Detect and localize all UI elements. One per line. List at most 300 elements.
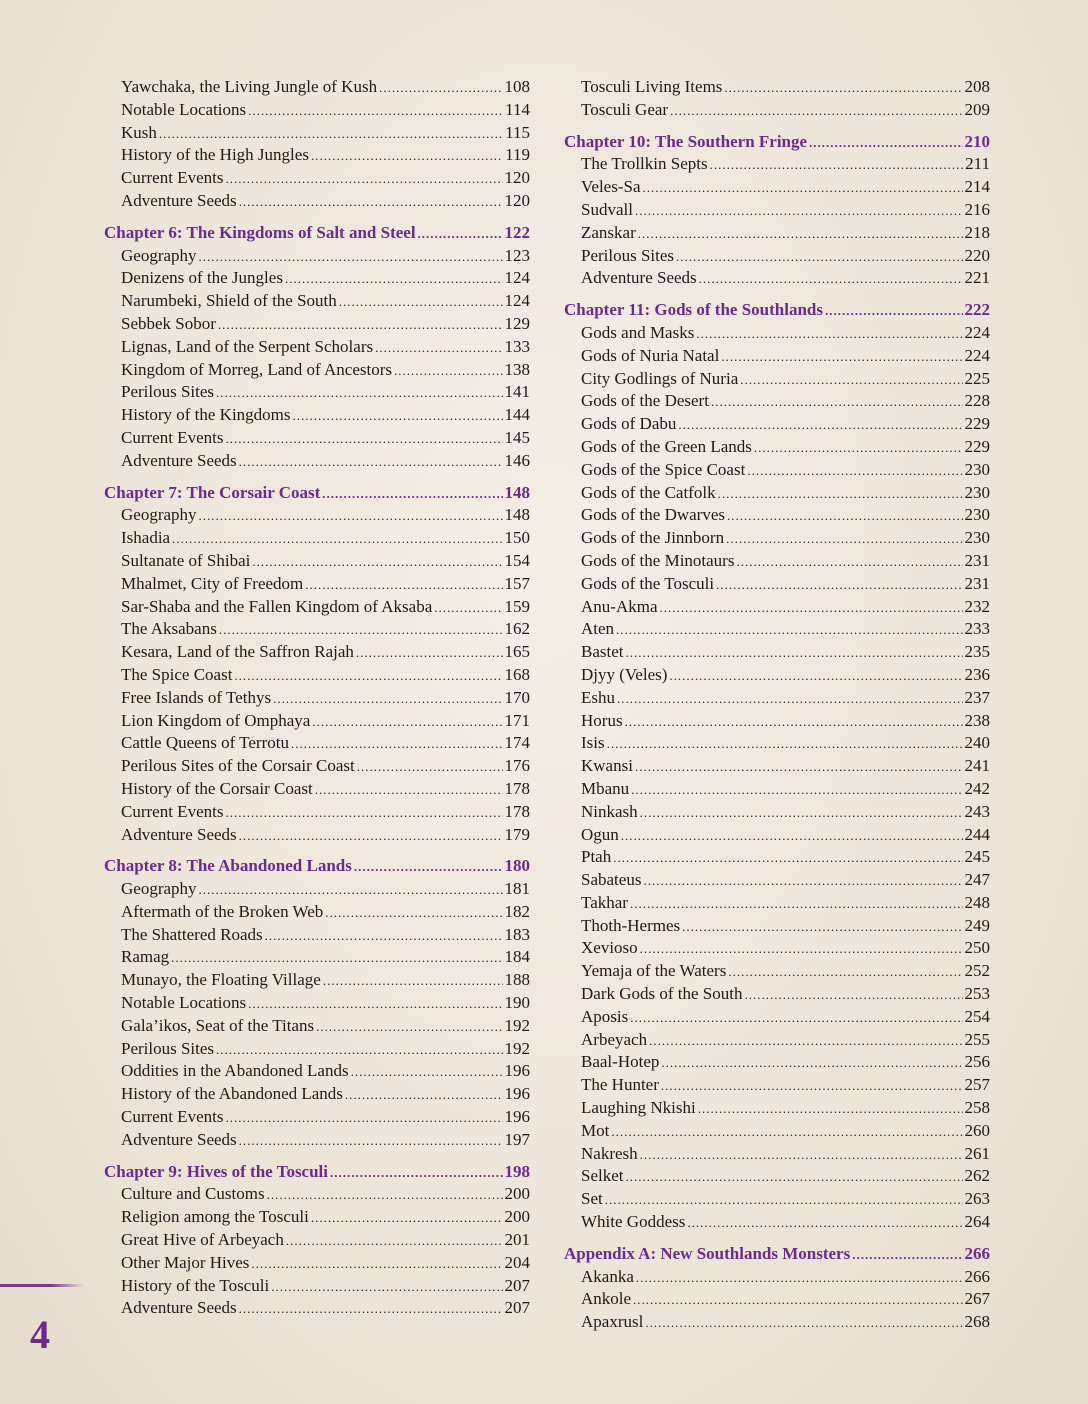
toc-entry[interactable] <box>104 76 530 99</box>
toc-entry[interactable] <box>564 846 990 869</box>
toc-entry[interactable] <box>104 687 530 710</box>
toc-entry[interactable] <box>104 167 530 190</box>
toc-chapter-heading-page: 198 <box>504 1161 530 1181</box>
toc-entry-page: 241 <box>964 756 990 776</box>
toc-entry[interactable] <box>104 99 530 122</box>
toc-entry-page: 146 <box>504 450 530 470</box>
toc-entry-label: Zanskar <box>581 222 636 242</box>
toc-entry[interactable] <box>104 504 530 527</box>
dot-leader <box>621 825 963 848</box>
dot-leader <box>611 1121 962 1144</box>
toc-entry-label: Mbanu <box>581 778 630 798</box>
toc-entry[interactable] <box>104 313 530 336</box>
toc-entry-page: 255 <box>964 1029 990 1049</box>
toc-entry-label: Adventure Seeds <box>121 1129 237 1149</box>
toc-entry-page: 168 <box>504 664 530 684</box>
dot-leader <box>633 1289 962 1312</box>
toc-entry-label: Kwansi <box>581 756 633 776</box>
toc-entry-page: 176 <box>504 756 530 776</box>
toc-entry[interactable] <box>564 504 990 527</box>
toc-entry[interactable] <box>564 732 990 755</box>
toc-entry-label: Current Events <box>121 168 224 188</box>
toc-section <box>104 482 530 847</box>
toc-entry-page: 150 <box>504 528 530 548</box>
toc-entry[interactable] <box>564 413 990 436</box>
toc-entry-page: 196 <box>504 1084 530 1104</box>
dot-leader <box>323 970 503 993</box>
dot-leader <box>273 688 502 711</box>
dot-leader <box>251 1253 502 1276</box>
toc-chapter-heading-page: 222 <box>964 300 990 320</box>
toc-entry[interactable] <box>564 153 990 176</box>
toc-entry[interactable] <box>104 596 530 619</box>
dot-leader <box>642 177 962 200</box>
toc-entry[interactable] <box>564 176 990 199</box>
dot-leader <box>171 947 502 970</box>
toc-entry[interactable] <box>564 1097 990 1120</box>
toc-entry-label: Gods of the Desert <box>581 391 709 411</box>
toc-entry-page: 229 <box>964 436 990 456</box>
toc-entry-page: 174 <box>504 733 530 753</box>
toc-chapter-heading[interactable] <box>104 222 530 245</box>
toc-entry-page: 204 <box>504 1252 530 1272</box>
toc-entry[interactable] <box>564 937 990 960</box>
dot-leader <box>630 893 963 916</box>
dot-leader <box>711 391 963 414</box>
dot-leader <box>225 168 502 191</box>
dot-leader <box>626 642 963 665</box>
toc-chapter-heading-page: 148 <box>504 482 530 502</box>
dot-leader <box>616 619 962 642</box>
toc-entry-page: 230 <box>964 482 990 502</box>
toc-entry[interactable] <box>564 1074 990 1097</box>
toc-entry-page: 124 <box>504 291 530 311</box>
toc-entry[interactable] <box>564 960 990 983</box>
toc-entry[interactable] <box>104 1038 530 1061</box>
toc-entry-page: 197 <box>504 1129 530 1149</box>
dot-leader <box>638 223 963 246</box>
dot-leader <box>625 711 963 734</box>
toc-entry[interactable] <box>104 664 530 687</box>
toc-entry-page: 224 <box>964 322 990 342</box>
toc-entry[interactable] <box>564 664 990 687</box>
toc-entry-page: 129 <box>504 313 530 333</box>
toc-entry[interactable] <box>564 99 990 122</box>
dot-leader <box>659 597 962 620</box>
toc-entry-label: Mot <box>581 1120 610 1140</box>
toc-entry-label: Gods of Dabu <box>581 414 677 434</box>
dot-leader <box>617 688 963 711</box>
toc-entry-page: 179 <box>504 824 530 844</box>
toc-entry[interactable] <box>104 245 530 268</box>
toc-entry[interactable] <box>564 1288 990 1311</box>
toc-entry-label: Adventure Seeds <box>121 190 237 210</box>
toc-entry-page: 145 <box>504 427 530 447</box>
toc-entry[interactable] <box>564 368 990 391</box>
dot-leader <box>316 1016 502 1039</box>
dot-leader <box>724 77 962 100</box>
toc-entry[interactable] <box>564 322 990 345</box>
toc-entry[interactable] <box>564 1051 990 1074</box>
toc-entry[interactable] <box>564 550 990 573</box>
toc-entry[interactable] <box>104 732 530 755</box>
toc-entry[interactable] <box>564 436 990 459</box>
dot-leader <box>225 802 502 825</box>
toc-entry[interactable] <box>104 778 530 801</box>
dot-leader <box>305 574 502 597</box>
toc-entry-label: History of the Tosculi <box>121 1275 270 1295</box>
toc-entry-label: Ramag <box>121 947 170 967</box>
toc-entry-label: Gods of Nuria Natal <box>581 345 720 365</box>
toc-entry[interactable] <box>564 1211 990 1234</box>
toc-entry-page: 138 <box>504 359 530 379</box>
dot-leader <box>613 847 962 870</box>
dot-leader <box>696 323 962 346</box>
toc-entry-page: 114 <box>505 99 530 119</box>
toc-entry-page: 250 <box>964 938 990 958</box>
toc-entry[interactable] <box>564 710 990 733</box>
toc-entry[interactable] <box>104 427 530 450</box>
toc-chapter-heading[interactable] <box>564 1243 990 1266</box>
toc-entry[interactable] <box>104 969 530 992</box>
dot-leader <box>744 984 962 1007</box>
toc-entry-label: Gods of the Dwarves <box>581 505 725 525</box>
dot-leader <box>640 938 963 961</box>
toc-entry-page: 218 <box>964 222 990 242</box>
dot-leader <box>311 145 503 168</box>
toc-entry-label: Kingdom of Morreg, Land of Ancestors <box>121 359 393 379</box>
dot-leader <box>219 619 503 642</box>
toc-entry-label: Sudvall <box>581 199 633 219</box>
toc-entry[interactable] <box>104 527 530 550</box>
toc-entry-page: 258 <box>964 1098 990 1118</box>
dot-leader <box>239 191 503 214</box>
toc-entry-page: 237 <box>964 687 990 707</box>
toc-entry-page: 154 <box>504 550 530 570</box>
toc-entry-label: History of the High Jungles <box>121 145 309 165</box>
dot-leader <box>434 597 502 620</box>
toc-entry-label: Gods of the Catfolk <box>581 482 716 502</box>
toc-entry[interactable] <box>104 824 530 847</box>
toc-chapter-heading[interactable] <box>104 855 530 878</box>
dot-leader <box>311 1207 503 1230</box>
toc-entry-page: 196 <box>504 1061 530 1081</box>
toc-entry-label: Gods and Masks <box>581 322 695 342</box>
toc-entry[interactable] <box>104 122 530 145</box>
toc-entry[interactable] <box>104 450 530 473</box>
toc-entry[interactable] <box>564 1266 990 1289</box>
toc-entry[interactable] <box>104 755 530 778</box>
toc-entry-label: Anu-Akma <box>581 596 658 616</box>
toc-entry-label: Gods of the Jinnborn <box>581 528 725 548</box>
toc-entry[interactable] <box>564 824 990 847</box>
toc-entry[interactable] <box>564 390 990 413</box>
toc-entry-page: 196 <box>504 1107 530 1127</box>
toc-entry[interactable] <box>564 1311 990 1334</box>
toc-entry-label: Kesara, Land of the Saffron Rajah <box>121 642 354 662</box>
toc-entry-page: 221 <box>964 268 990 288</box>
dot-leader <box>239 451 503 474</box>
toc-entry-page: 220 <box>964 245 990 265</box>
toc-entry[interactable] <box>104 710 530 733</box>
toc-entry-page: 120 <box>504 168 530 188</box>
toc-entry-label: Denizens of the Jungles <box>121 268 283 288</box>
dot-leader <box>630 1007 962 1030</box>
toc-entry[interactable] <box>104 1129 530 1152</box>
toc-entry[interactable] <box>564 618 990 641</box>
toc-entry[interactable] <box>104 1229 530 1252</box>
dot-leader <box>225 1107 502 1130</box>
dot-leader <box>631 779 962 802</box>
toc-entry-label: Veles-Sa <box>581 177 641 197</box>
toc-entry[interactable] <box>104 1206 530 1229</box>
toc-entry-label: The Trollkin Septs <box>581 154 708 174</box>
toc-entry[interactable] <box>104 404 530 427</box>
toc-entry-page: 120 <box>504 190 530 210</box>
dot-leader <box>636 1267 963 1290</box>
toc-entry[interactable] <box>104 878 530 901</box>
toc-entry-label: Munayo, the Floating Village <box>121 970 321 990</box>
toc-entry-label: Gods of the Tosculi <box>581 573 715 593</box>
toc-entry-label: Selket <box>581 1166 624 1186</box>
toc-entry[interactable] <box>564 915 990 938</box>
toc-entry[interactable] <box>564 892 990 915</box>
toc-entry[interactable] <box>564 1188 990 1211</box>
toc-entry-label: Adventure Seeds <box>581 268 697 288</box>
toc-entry-page: 141 <box>504 382 530 402</box>
toc-entry-page: 183 <box>504 924 530 944</box>
toc-entry-page: 188 <box>504 970 530 990</box>
toc-entry-label: Ankole <box>581 1289 632 1309</box>
toc-entry[interactable] <box>564 199 990 222</box>
dot-leader <box>356 642 503 665</box>
dot-leader <box>216 382 502 405</box>
toc-entry[interactable] <box>104 801 530 824</box>
toc-entry-label: Baal-Hotep <box>581 1052 660 1072</box>
dot-leader <box>345 1084 503 1107</box>
toc-entry[interactable] <box>104 1106 530 1129</box>
toc-entry[interactable] <box>104 946 530 969</box>
toc-chapter-heading-label: Chapter 9: Hives of the Tosculi <box>104 1161 329 1181</box>
toc-entry[interactable] <box>104 618 530 641</box>
toc-entry[interactable] <box>564 1120 990 1143</box>
toc-entry-page: 264 <box>964 1212 990 1232</box>
toc-entry-label: Lignas, Land of the Serpent Scholars <box>121 336 374 356</box>
toc-entry-page: 233 <box>964 619 990 639</box>
toc-entry[interactable] <box>104 992 530 1015</box>
dot-leader <box>640 802 963 825</box>
toc-entry-page: 170 <box>504 687 530 707</box>
dot-leader <box>375 337 502 360</box>
dot-leader <box>265 925 503 948</box>
toc-entry[interactable] <box>104 336 530 359</box>
dot-leader <box>626 1166 963 1189</box>
toc-entry[interactable] <box>564 983 990 1006</box>
toc-entry-label: Thoth-Hermes <box>581 915 681 935</box>
toc-entry[interactable] <box>564 1006 990 1029</box>
toc-chapter-heading[interactable] <box>564 299 990 322</box>
toc-entry[interactable] <box>564 527 990 550</box>
toc-entry-label: Lion Kingdom of Omphaya <box>121 710 311 730</box>
dot-leader <box>825 300 963 323</box>
toc-entry-page: 214 <box>964 177 990 197</box>
dot-leader <box>710 154 964 177</box>
dot-leader <box>852 1244 962 1267</box>
toc-entry[interactable] <box>564 459 990 482</box>
toc-entry[interactable] <box>564 801 990 824</box>
toc-entry[interactable] <box>104 290 530 313</box>
dot-leader <box>339 291 503 314</box>
toc-entry[interactable] <box>104 1183 530 1206</box>
toc-chapter-heading[interactable] <box>104 482 530 505</box>
toc-section <box>104 76 530 213</box>
toc-entry[interactable] <box>104 924 530 947</box>
toc-entry[interactable] <box>104 573 530 596</box>
toc-entry[interactable] <box>564 267 990 290</box>
toc-entry[interactable] <box>564 222 990 245</box>
toc-entry[interactable] <box>104 359 530 382</box>
toc-entry[interactable] <box>564 1029 990 1052</box>
toc-entry-page: 171 <box>504 710 530 730</box>
toc-chapter-heading-label: Chapter 6: The Kingdoms of Salt and Steel <box>104 222 416 242</box>
toc-entry-page: 192 <box>504 1038 530 1058</box>
toc-section <box>564 76 990 122</box>
toc-entry-label: Tosculi Gear <box>581 99 669 119</box>
dot-leader <box>354 856 503 879</box>
toc-entry-label: Perilous Sites <box>121 382 215 402</box>
toc-entry[interactable] <box>564 687 990 710</box>
toc-entry-page: 192 <box>504 1015 530 1035</box>
toc-chapter-heading-label: Appendix A: New Southlands Monsters <box>564 1243 851 1263</box>
toc-entry-label: Aposis <box>581 1006 629 1026</box>
toc-entry-label: The Shattered Roads <box>121 924 263 944</box>
dot-leader <box>747 460 962 483</box>
toc-entry[interactable] <box>104 550 530 573</box>
dot-leader <box>322 483 502 506</box>
toc-entry[interactable] <box>564 76 990 99</box>
toc-entry[interactable] <box>104 144 530 167</box>
toc-entry[interactable] <box>104 1275 530 1298</box>
toc-section <box>104 855 530 1151</box>
dot-leader <box>199 246 503 269</box>
toc-entry[interactable] <box>564 755 990 778</box>
dot-leader <box>649 1030 962 1053</box>
toc-entry-label: Horus <box>581 710 623 730</box>
dot-leader <box>199 505 503 528</box>
dot-leader <box>418 223 503 246</box>
toc-entry-label: Ishadia <box>121 528 171 548</box>
dot-leader <box>635 756 963 779</box>
toc-entry[interactable] <box>564 869 990 892</box>
toc-chapter-heading-label: Chapter 10: The Southern Fringe <box>564 131 808 151</box>
dot-leader <box>351 1061 503 1084</box>
toc-entry-page: 252 <box>964 961 990 981</box>
toc-entry[interactable] <box>564 345 990 368</box>
toc-entry-label: Ogun <box>581 824 619 844</box>
toc-entry-label: History of the Corsair Coast <box>121 778 313 798</box>
toc-entry[interactable] <box>104 1083 530 1106</box>
toc-entry-label: White Goddess <box>581 1212 686 1232</box>
toc-entry[interactable] <box>104 901 530 924</box>
toc-chapter-heading[interactable] <box>104 1161 530 1184</box>
toc-entry-label: Religion among the Tosculi <box>121 1207 309 1227</box>
dot-leader <box>607 733 963 756</box>
toc-entry-page: 207 <box>504 1298 530 1318</box>
toc-entry[interactable] <box>564 596 990 619</box>
toc-entry-label: Tosculi Living Items <box>581 77 723 96</box>
toc-entry-label: Ptah <box>581 847 612 867</box>
toc-entry-label: Isis <box>581 733 605 753</box>
toc-entry-page: 216 <box>964 199 990 219</box>
toc-entry[interactable] <box>564 1165 990 1188</box>
dot-leader <box>605 1189 963 1212</box>
toc-entry-page: 253 <box>964 984 990 1004</box>
toc-entry[interactable] <box>104 1252 530 1275</box>
toc-left-column <box>104 76 530 1329</box>
toc-entry[interactable] <box>564 641 990 664</box>
toc-entry-page: 165 <box>504 642 530 662</box>
dot-leader <box>635 200 963 223</box>
dot-leader <box>248 100 503 123</box>
dot-leader <box>699 268 963 291</box>
toc-entry-label: Perilous Sites of the Corsair Coast <box>121 756 355 776</box>
toc-entry-page: 208 <box>964 77 990 96</box>
dot-leader <box>687 1212 962 1235</box>
toc-entry-page: 211 <box>965 154 990 174</box>
toc-entry[interactable] <box>104 1015 530 1038</box>
toc-entry-label: Takhar <box>581 892 628 912</box>
toc-entry-label: Sebbek Sobor <box>121 313 216 333</box>
toc-entry-label: Free Islands of Tethys <box>121 687 272 707</box>
toc-entry[interactable] <box>104 641 530 664</box>
page-number: 4 <box>30 1312 50 1357</box>
toc-section <box>564 1243 990 1334</box>
toc-entry-page: 230 <box>964 528 990 548</box>
toc-entry-label: Notable Locations <box>121 99 247 119</box>
toc-entry[interactable] <box>564 1143 990 1166</box>
toc-entry[interactable] <box>564 778 990 801</box>
toc-entry[interactable] <box>104 190 530 213</box>
toc-entry-page: 243 <box>964 801 990 821</box>
toc-entry[interactable] <box>564 482 990 505</box>
toc-entry-page: 230 <box>964 459 990 479</box>
toc-entry[interactable] <box>104 1297 530 1320</box>
dot-leader <box>640 1144 963 1167</box>
toc-entry[interactable] <box>104 381 530 404</box>
toc-entry-page: 262 <box>964 1166 990 1186</box>
toc-entry-label: Kush <box>121 122 157 142</box>
toc-entry-label: Apaxrusl <box>581 1312 644 1332</box>
toc-entry-label: Current Events <box>121 427 224 447</box>
dot-leader <box>199 879 503 902</box>
toc-entry[interactable] <box>564 573 990 596</box>
toc-entry-page: 201 <box>504 1230 530 1250</box>
toc-entry-label: Sar-Shaba and the Fallen Kingdom of Aksaba <box>121 596 433 616</box>
toc-entry[interactable] <box>104 1060 530 1083</box>
toc-chapter-heading[interactable] <box>564 131 990 154</box>
toc-entry[interactable] <box>564 245 990 268</box>
dot-leader <box>678 414 962 437</box>
toc-entry-page: 244 <box>964 824 990 844</box>
toc-entry[interactable] <box>104 267 530 290</box>
toc-entry-label: Adventure Seeds <box>121 450 237 470</box>
toc-entry-label: The Spice Coast <box>121 664 233 684</box>
toc-entry-label: The Aksabans <box>121 619 217 639</box>
dot-leader <box>271 1276 502 1299</box>
dot-leader <box>718 483 963 506</box>
dot-leader <box>239 825 503 848</box>
toc-entry-page: 178 <box>504 778 530 798</box>
